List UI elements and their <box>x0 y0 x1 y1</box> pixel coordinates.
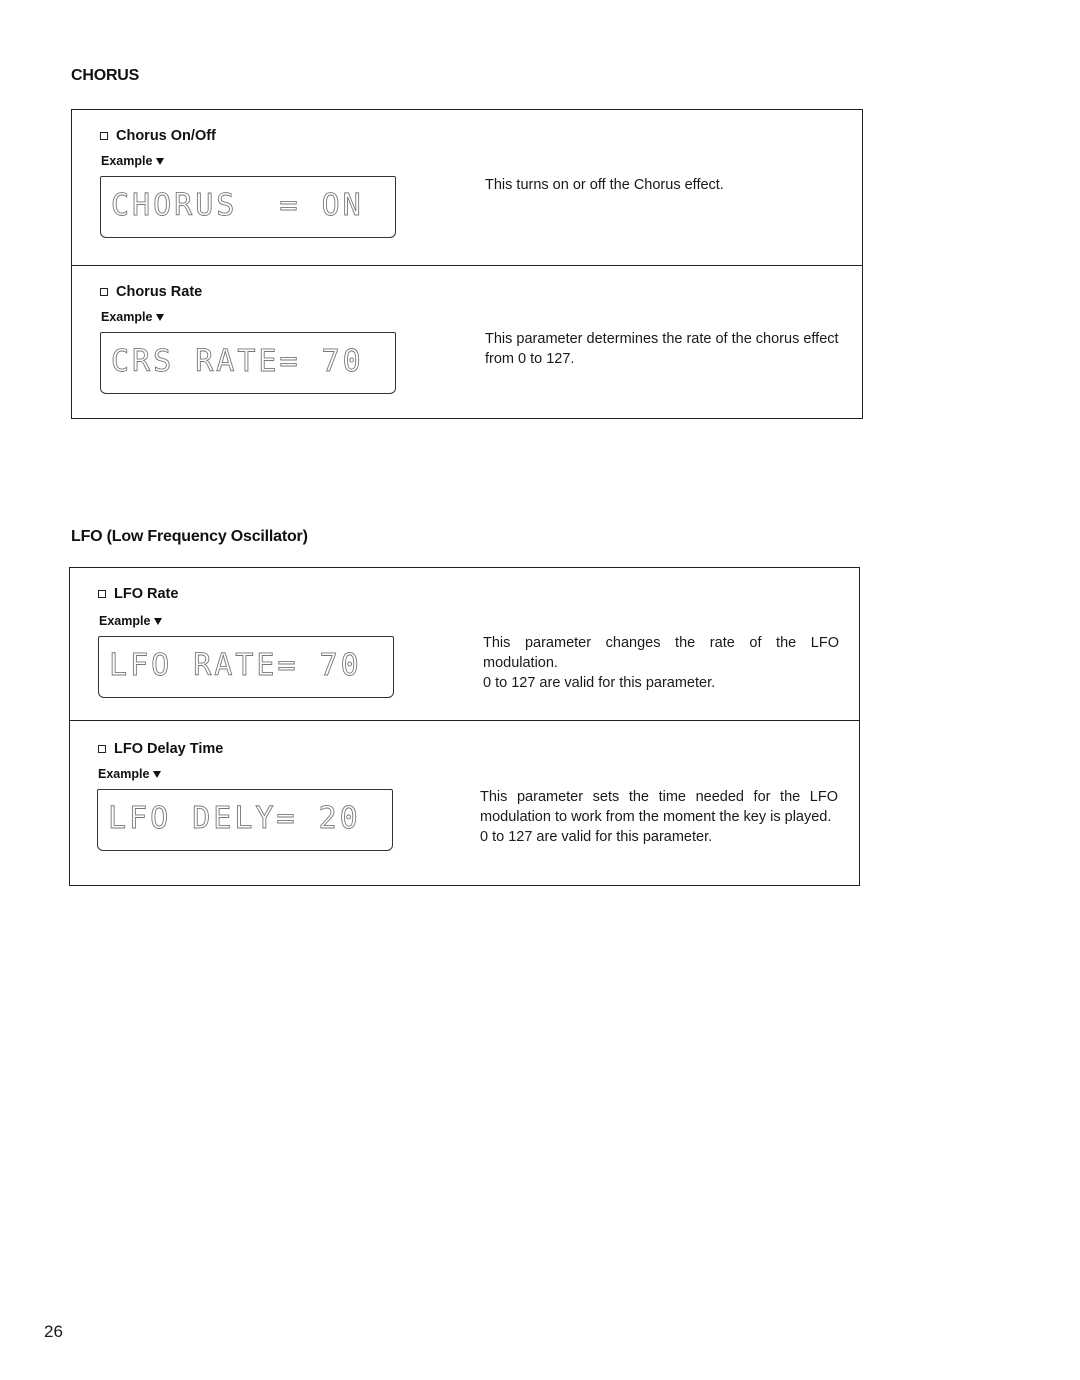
page-number: 26 <box>44 1322 63 1341</box>
example-label-text: Example <box>99 614 151 628</box>
lfo-delay-title <box>98 741 223 757</box>
lfo-rate-example-label <box>99 614 162 628</box>
lfo-rate-row <box>70 568 859 720</box>
description-paragraph: 0 to 127 are valid for this parameter. <box>483 675 716 691</box>
chorus-rate-description <box>485 329 849 369</box>
lfo-parameter-panel <box>69 567 860 886</box>
chorus-rate-row <box>72 265 862 418</box>
chorus-rate-title <box>100 284 202 300</box>
chorus-onoff-row <box>72 110 862 265</box>
description-paragraph: This parameter sets the time needed for the LFO modulation to work from the moment the key is played. <box>480 789 838 825</box>
description-paragraph: 0 to 127 are valid for this parameter. <box>480 829 713 845</box>
chorus-onoff-lcd-display <box>100 176 396 238</box>
triangle-down-icon <box>153 771 161 778</box>
lcd-display-text: LFO RATE= 70 <box>109 648 362 683</box>
lfo-delay-row <box>70 720 859 885</box>
lcd-display-text: CHORUS = ON <box>111 188 364 223</box>
chorus-onoff-example-label <box>101 154 164 168</box>
lfo-section-heading: LFO (Low Frequency Oscillator) <box>71 528 308 545</box>
lfo-delay-description <box>480 787 838 847</box>
lfo-rate-description <box>483 633 839 693</box>
chorus-onoff-title-text: Chorus On/Off <box>116 128 216 144</box>
lfo-delay-example-label <box>98 767 161 781</box>
checkbox-bullet-icon <box>100 288 108 296</box>
checkbox-bullet-icon <box>98 745 106 753</box>
chorus-onoff-title <box>100 128 216 144</box>
triangle-down-icon <box>154 618 162 625</box>
description-paragraph: This turns on or off the Chorus effect. <box>485 177 724 193</box>
triangle-down-icon <box>156 158 164 165</box>
example-label-text: Example <box>101 154 153 168</box>
lfo-delay-title-text: LFO Delay Time <box>114 741 224 757</box>
chorus-section-heading: CHORUS <box>71 67 140 84</box>
lfo-rate-title-text: LFO Rate <box>114 586 179 602</box>
description-paragraph: This parameter determines the rate of the chorus effect from 0 to 127. <box>485 331 839 367</box>
lcd-display-text: CRS RATE= 70 <box>111 344 364 379</box>
lfo-rate-title <box>98 586 178 602</box>
lfo-delay-lcd-display <box>97 789 393 851</box>
example-label-text: Example <box>98 767 150 781</box>
chorus-parameter-panel <box>71 109 863 419</box>
lfo-rate-lcd-display <box>98 636 394 698</box>
chorus-rate-example-label <box>101 310 164 324</box>
checkbox-bullet-icon <box>98 590 106 598</box>
chorus-rate-lcd-display <box>100 332 396 394</box>
example-label-text: Example <box>101 310 153 324</box>
lcd-display-text: LFO DELY= 20 <box>108 801 361 836</box>
chorus-rate-title-text: Chorus Rate <box>116 284 203 300</box>
chorus-onoff-description <box>485 175 845 195</box>
checkbox-bullet-icon <box>100 132 108 140</box>
triangle-down-icon <box>156 314 164 321</box>
description-paragraph: This parameter changes the rate of the LFO modulation. <box>483 635 839 671</box>
